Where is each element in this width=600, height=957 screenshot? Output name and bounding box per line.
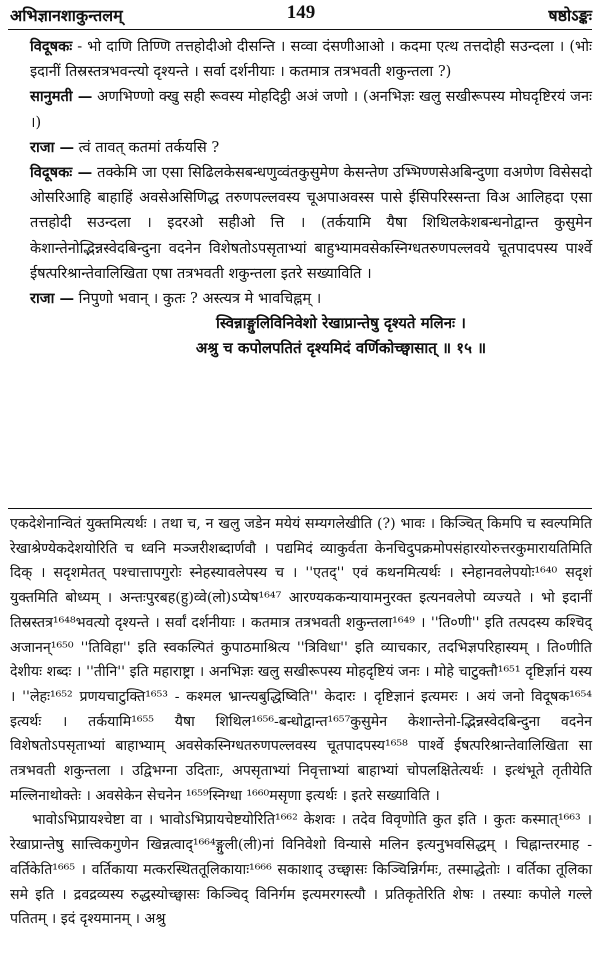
dialogue-text: अणभिण्णो क्खु सही रूवस्य मोहदिट्ठी अअं जणो । (अनभिज्ञः खलु सखीरूपस्य मोघदृष्टिरयं जनः ।): [30, 88, 592, 131]
verse-line-1: स्विन्नाङ्गुलिविनिवेशो रेखाप्रान्तेषु दृश्यते मलिनः ।: [215, 314, 466, 333]
verse-line-2: अश्रु च कपोलपतितं दृश्यमिदं वर्णिकोच्छ्वासात् ॥ १५ ॥: [195, 339, 487, 358]
running-header: [10, 0, 592, 30]
speaker-name: राजा —: [30, 290, 75, 308]
speaker-name: विदूषकः: [30, 38, 73, 55]
speaker-name: राजा —: [30, 138, 75, 156]
dialogue-text: तक्केमि जा एसा सिढिलकेसबन्धणुव्वंतकुसुमेण केसन्तेण उभ्भिण्णसेअबिन्दुणा वअणेण विसेसदो ओसरिआहि बाहाहिं अवसेअसिणिद्ध तरुणपल्लवस्य चूअपाअवस्स पासे ईसिपरिस्सन्ता विअ आलिहदा एसा तत्तहोदी सउन्दला । इदरओ सहीओ त्ति । (तर्कयामि यैषा शिथिलकेशबन्धनोद्वान्त कुसुमेन केशान्तेनोद्भिन्नस्वेदबिन्दुना वदनेन विशेषतोऽपसृताभ्यां बाहुभ्यामवसेकस्निग्धतरुणपल्लवये चूतपादपस्य पार्श्वे ईषत्परिश्रान्तेवालिखिता एषा तत्रभवती शकुन्तला इतरे सख्याविति ।: [30, 164, 592, 282]
dialogue-line: [10, 84, 592, 134]
dialogue-line: [10, 286, 592, 311]
play-text: [10, 34, 592, 361]
dialogue-line: [10, 160, 592, 286]
dialogue-text: - भो दाणि तिण्णि तत्तहोदीओ दीसन्ति । सव्वा दंसणीआओ । कदमा एत्थ तत्तदोही सउन्दला । (भोः इदानीं तिस्रस्तत्रभवन्त्यो दृश्यन्ते । सर्वा दर्शनीयाः । कतमात्र तत्रभवती शकुन्तला ?): [30, 38, 592, 81]
commentary-paragraph: एकदेशेनान्वितं युक्तमित्यर्थः । तथा च, न खलु जडेन मयेयं सम्यगलेखीति (?) भावः । किञ्चित् किमपि च स्वल्पमिति रेखाश्रेण्येकदेशयोरिति च ध्वनि मञ्जरीशब्दार्णवौ । पद्यमिदं व्याकुर्वता केनचिदुपक्रमोपसंहारयोरुत्तरकुमारायतिमिति दिक् । सदृशमेतत् पश्चात्तापगुरोः स्नेहस्यावलेपस्य च । ''एतद्'' एवं कथनमित्यर्थः । स्नेहानवलेपयोः¹⁶⁴⁰ सदृशं युक्तमिति बोध्यम् । अन्तःपुरबह(हु)व्वे(लो)ऽप्येष¹⁶⁴⁷ आरण्यककन्यायामनुरक्त इत्यनवलेपो व्यज्यते । भो इदानीं तिस्रस्तत्र¹⁶⁴⁸भवत्यो दृश्यन्ते । सर्वां दर्शनीयाः । कतमात्र तत्रभवती शकुन्तला¹⁶⁴⁹ । ''ति०णी'' इति तत्पदस्य कश्चिद् अजानन्¹⁶⁵⁰ ''तिविहा'' इति स्वकल्पितं कुपाठमाश्रित्य ''त्रिविधा'' इति व्याचकार, तदभिज्ञपरिहास्यम् । ति०णीति देशीयः शब्दः । ''तीनि'' इति महाराष्ट्रा । अनभिज्ञः खलु सखीरूपस्य मोहदृष्टियं जनः । मोहे चाटुक्तौ¹⁶⁵¹ दृष्टिर्ज्ञानं यस्य । ''लेहः¹⁶⁵² प्रणयचाटुक्ति¹⁶⁵³ - कश्मल भ्रान्त्यबुद्धिष्विति'' केदारः । दृष्टिज्ञानं इत्यमरः । अयं जनो विदूषक¹⁶⁵⁴ इत्यर्थः । तर्कयामि¹⁶⁵⁵ यैषा शिथिल¹⁶⁵⁶-बन्धोद्वान्त¹⁶⁵⁷कुसुमेन केशान्तेनो-द्भिन्नस्वेदबिन्दुना वदनेन विशेषतोऽपसृताभ्यां बाहाभ्याम् अवसेकस्निग्धतरुणपल्लवस्य चूतपादपस्य¹⁶⁵⁸ पार्श्वे ईषत्परिश्रान्तेवालिखिता सा तत्रभवती शकुन्तला । उद्विभग्ना उदिताः, अपसृताभ्यां निवृत्ताभ्यां बाहाभ्यां चोपलक्षितेत्यर्थः । इत्थंभूते तृतीयेति मल्लिनाथोक्तेः । अवसेकेन सेचनेन ¹⁶⁵⁹स्निग्धा ¹⁶⁶⁰मसृणा इत्यर्थः । इतरे सख्याविति ।: [10, 516, 592, 804]
dialogue-line: [10, 34, 592, 84]
commentary: [10, 512, 592, 932]
commentary-divider: [8, 508, 592, 509]
commentary-paragraph: भावोऽभिप्रायश्चेष्टा वा । भावोऽभिप्रायचेष्टयोरिति¹⁶⁶² केशवः । तदेव विवृणोति कुत इति । कुतः कस्मात्¹⁶⁶³ । रेखाप्रान्तेषु सात्त्विकगुणेन खिन्नत्वाद्¹⁶⁶⁴ङ्गुली(ली)नां विनिवेशो विन्यासे मलिन इत्यनुभवसिद्धम् । चिह्नान्तरमाह - वर्तिकेति¹⁶⁶⁵ । वर्तिकाया मत्करस्थिततूलिकायाः¹⁶⁶⁶ सकाशाद् उच्छ्वासः किञ्चिन्निर्गमः, तस्माद्धेतोः । वर्तिका तूलिका समे इति । द्रवद्रव्यस्य रुद्धस्योच्छ्वासः किञ्चिद् विनिर्गम इत्यमरगस्त्यौ । प्रतिकृतेरिति शेषः । तस्याः कपोले गल्ले पतितम् । इदं दृश्यमानम् । अश्रु: [10, 812, 592, 928]
page-number: 149: [286, 2, 316, 23]
dialogue-text: निपुणो भवान् । कुतः ? अस्त्यत्र मे भावचिह्नम् ।: [74, 290, 322, 308]
dialogue-text: त्वं तावत् कतमां तर्कयसि ?: [74, 138, 220, 156]
book-title: अभिज्ञानशाकुन्तलम्: [10, 6, 123, 25]
chapter-title: षष्ठोऽङ्कः: [548, 6, 592, 25]
speaker-name: विदूषकः —: [30, 164, 93, 182]
dialogue-line: [10, 135, 592, 160]
header-rule: [8, 29, 592, 30]
speaker-name: सानुमती —: [30, 88, 93, 106]
